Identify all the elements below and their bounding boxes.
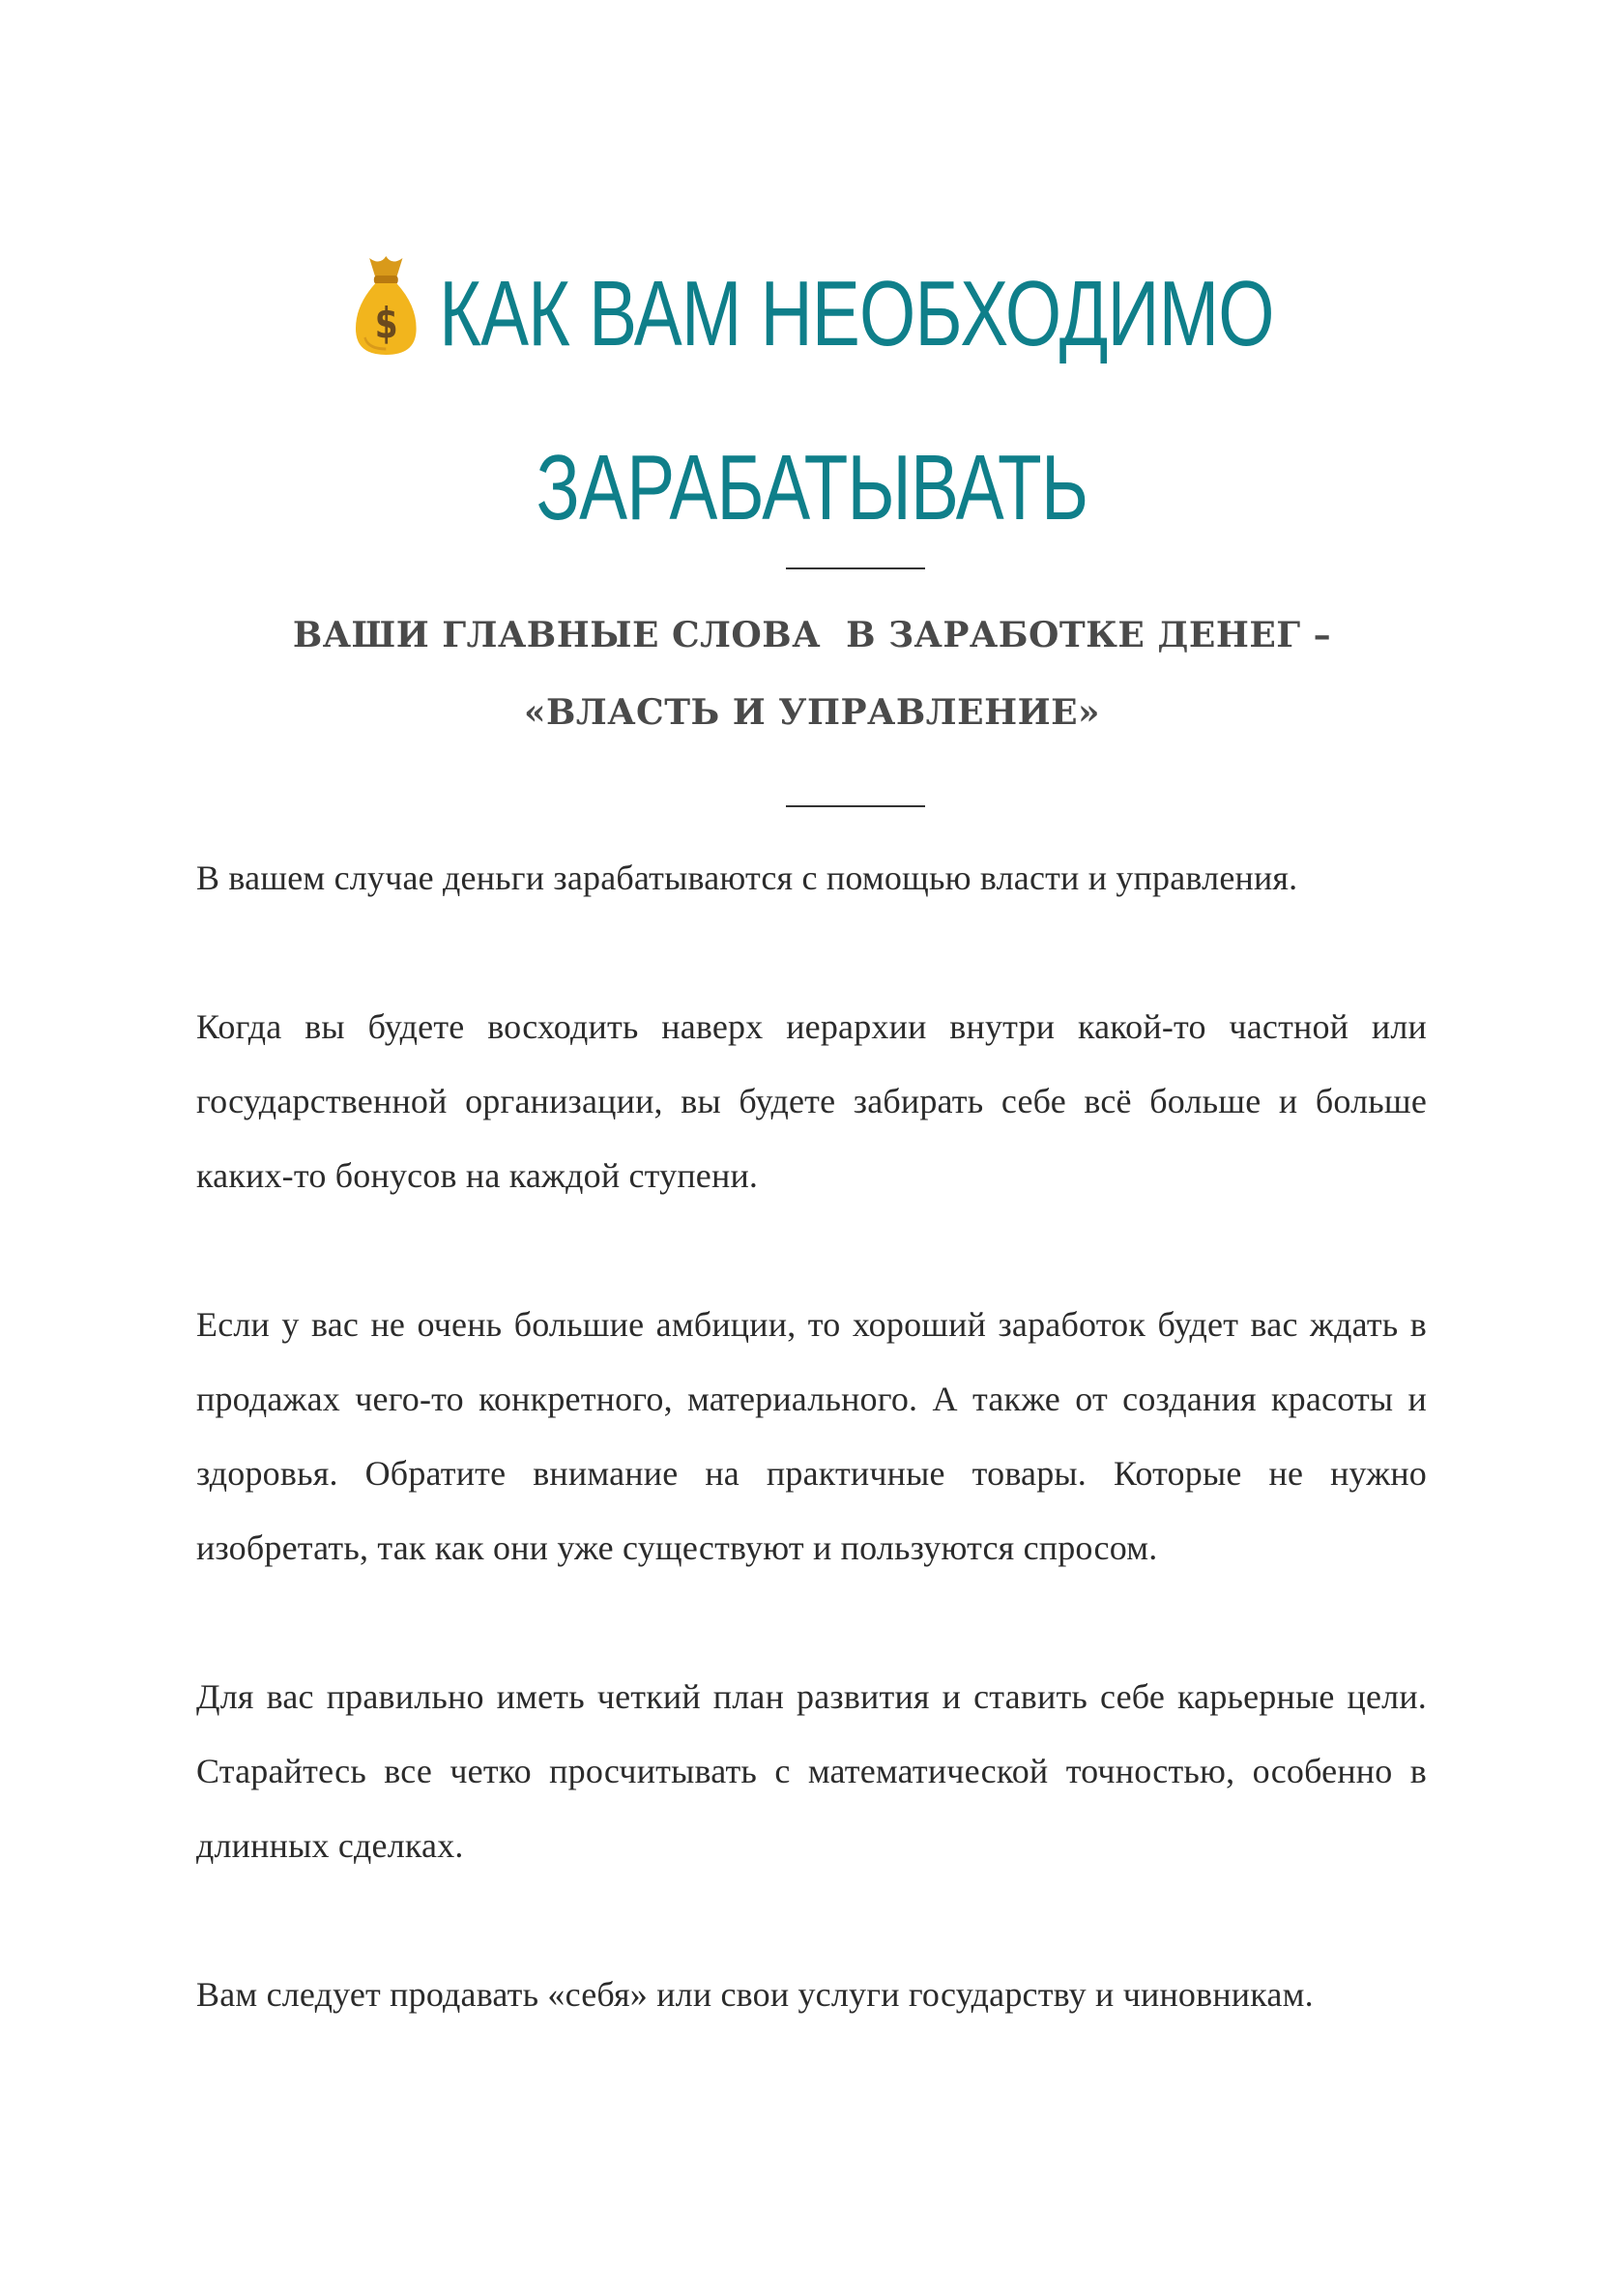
money-bag-icon: [350, 252, 422, 359]
paragraph-2: Когда вы будете восходить наверх иерархии внутри какой-то частной или государственной организации, вы будете забирать себе всё больше и больше каких-то бонусов на каждой ступени.: [196, 1007, 1427, 1195]
paragraph-5: Вам следует продавать «себя» или свои услуги государству и чиновникам.: [196, 1975, 1314, 2014]
svg-text:$: $: [375, 298, 398, 349]
divider-bottom: [786, 805, 925, 807]
paragraph-3: Если у вас не очень большие амбиции, то хороший заработок будет вас ждать в продажах чего-то конкретного, материального. А также от создания красоты и здоровья. Обратите внимание на практичные товары. Которые не нужно изобретать, так как они уже существуют и пользуются спросом.: [196, 1305, 1427, 1567]
subheading: [0, 596, 1624, 751]
subheading-line-1: ВАШИ ГЛАВНЫЕ СЛОВА В ЗАРАБОТКЕ ДЕНЕГ –: [292, 615, 1332, 655]
page-title-line-2: ЗАРАБАТЫВАТЬ: [536, 436, 1088, 539]
paragraph-1: В вашем случае деньги зарабатываются с помощью власти и управления.: [196, 858, 1298, 897]
page-title-text-1: КАК ВАМ НЕОБХОДИМО: [439, 262, 1274, 365]
paragraph-4: Для вас правильно иметь четкий план развития и ставить себе карьерные цели. Старайтесь все четко просчитывать с математической точностью, особенно в длинных сделках.: [196, 1677, 1427, 1865]
page-title: [0, 227, 1624, 575]
body-text: [196, 841, 1427, 2107]
page-title-line-1: [179, 227, 1445, 401]
divider-top: [786, 567, 925, 569]
subheading-line-2: «ВЛАСТЬ И УПРАВЛЕНИЕ»: [523, 692, 1101, 733]
